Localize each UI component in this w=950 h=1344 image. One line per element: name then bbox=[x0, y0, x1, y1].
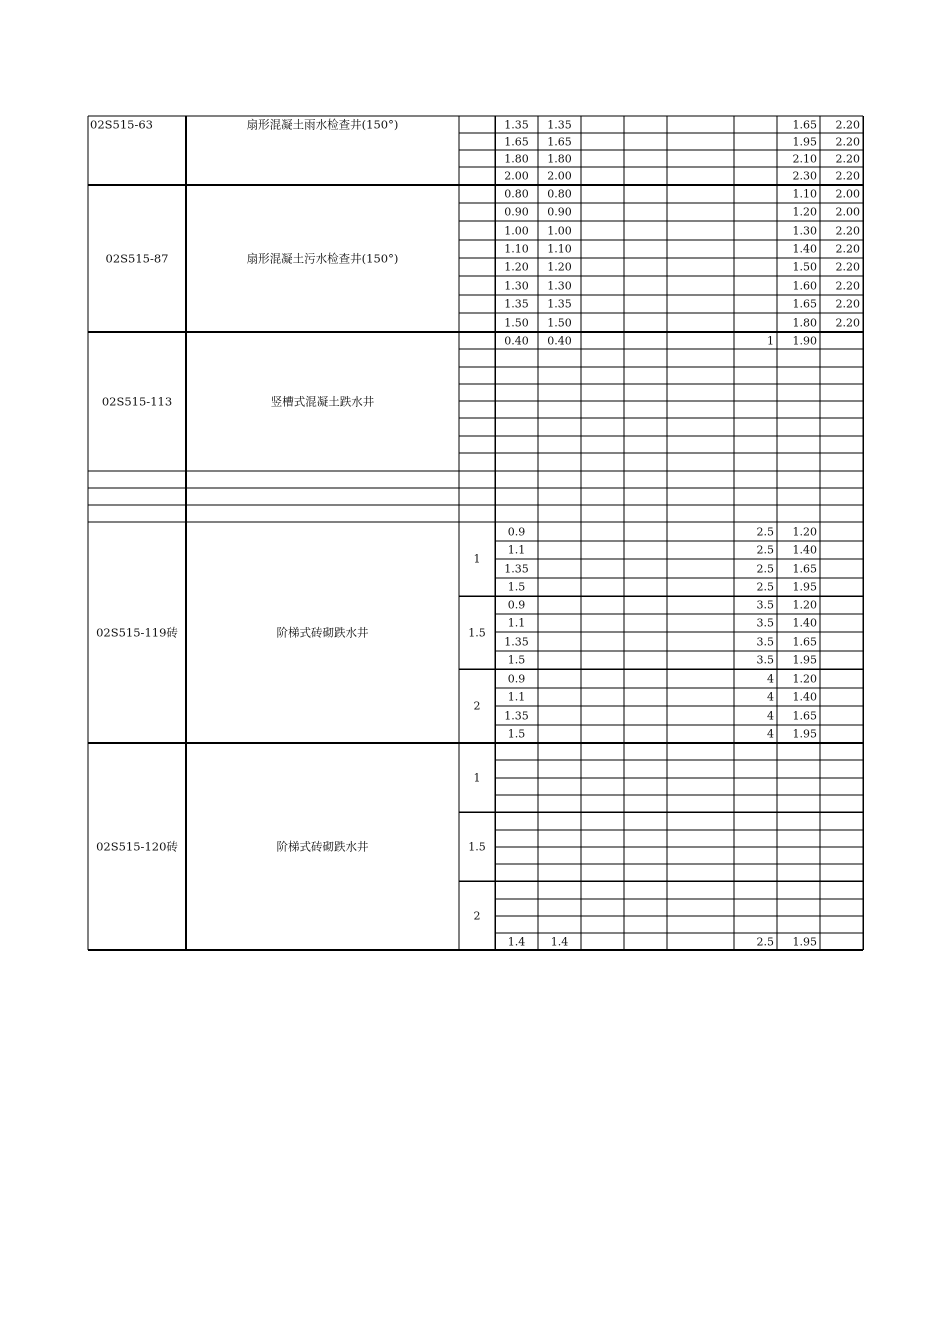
cell-b: 1.65 bbox=[547, 135, 572, 148]
cell-b: 0.80 bbox=[547, 187, 572, 201]
cell-i: 2.10 bbox=[792, 152, 817, 165]
cell-a: 0.9 bbox=[507, 598, 526, 612]
cell-i: 1.80 bbox=[792, 316, 817, 329]
cell-i: 1.65 bbox=[792, 562, 817, 575]
cell-h: 2.5 bbox=[756, 562, 774, 575]
cell-a: 1.35 bbox=[504, 635, 529, 648]
cell-i: 1.10 bbox=[792, 187, 817, 201]
cell-j: 2.20 bbox=[835, 224, 860, 237]
cell-b: 2.00 bbox=[547, 169, 572, 183]
cell-j: 2.20 bbox=[835, 118, 860, 131]
item-name: 竖槽式混凝土跌水井 bbox=[270, 393, 375, 408]
cell-a: 1.35 bbox=[504, 562, 529, 575]
cell-i: 1.95 bbox=[792, 935, 817, 948]
cell-a: 0.40 bbox=[504, 334, 529, 347]
cell-h: 3.5 bbox=[756, 635, 774, 648]
cell-b: 1.4 bbox=[550, 935, 569, 948]
cell-j: 2.20 bbox=[835, 316, 860, 329]
drop-height-label: 1.5 bbox=[468, 840, 486, 853]
cell-i: 1.65 bbox=[792, 297, 817, 311]
drop-height-label: 1.5 bbox=[468, 626, 486, 639]
cell-j: 2.20 bbox=[835, 135, 860, 148]
cell-i: 1.30 bbox=[792, 224, 817, 237]
cell-a: 1.5 bbox=[507, 727, 526, 741]
cell-b: 1.35 bbox=[547, 118, 572, 131]
cell-i: 1.40 bbox=[792, 543, 817, 557]
cell-h: 3.5 bbox=[756, 598, 774, 612]
cell-h: 2.5 bbox=[756, 580, 774, 594]
cell-i: 1.40 bbox=[792, 242, 817, 256]
cell-j: 2.20 bbox=[835, 260, 860, 274]
cell-a: 0.90 bbox=[504, 205, 529, 219]
cell-a: 0.9 bbox=[507, 672, 526, 685]
cell-i: 1.20 bbox=[792, 205, 817, 219]
drop-height-label: 2 bbox=[473, 699, 481, 713]
drop-height-label: 1 bbox=[473, 771, 481, 784]
drawing-code: 02S515-119砖 bbox=[96, 624, 178, 639]
cell-a: 1.5 bbox=[507, 653, 526, 667]
cell-a: 1.35 bbox=[504, 297, 529, 311]
item-name: 阶梯式砖砌跌水井 bbox=[276, 838, 369, 853]
cell-b: 1.80 bbox=[547, 152, 572, 165]
cell-i: 1.20 bbox=[792, 598, 817, 612]
cell-i: 1.50 bbox=[792, 260, 817, 274]
cell-i: 1.65 bbox=[792, 635, 817, 648]
cell-b: 1.00 bbox=[547, 224, 572, 237]
cell-h: 4 bbox=[767, 727, 774, 741]
cell-i: 1.95 bbox=[792, 135, 817, 148]
cell-j: 2.20 bbox=[835, 242, 860, 256]
cell-a: 0.80 bbox=[504, 187, 529, 201]
item-name: 扇形混凝土污水检查井(150°) bbox=[246, 250, 399, 265]
cell-j: 2.20 bbox=[835, 279, 860, 292]
cell-h: 3.5 bbox=[756, 616, 774, 630]
cell-b: 0.40 bbox=[547, 334, 572, 347]
cell-j: 2.20 bbox=[835, 297, 860, 311]
cell-i: 1.95 bbox=[792, 653, 817, 667]
cell-b: 1.30 bbox=[547, 279, 572, 292]
drop-height-label: 1 bbox=[473, 552, 481, 566]
cell-h: 3.5 bbox=[756, 653, 774, 667]
cell-a: 1.35 bbox=[504, 118, 529, 131]
cell-i: 1.40 bbox=[792, 690, 817, 704]
cell-i: 1.40 bbox=[792, 616, 817, 630]
cell-a: 1.80 bbox=[504, 152, 529, 165]
cell-b: 1.10 bbox=[547, 242, 572, 256]
cell-i: 1.20 bbox=[792, 672, 817, 685]
cell-j: 2.20 bbox=[835, 169, 860, 183]
cell-i: 1.65 bbox=[792, 118, 817, 131]
drawing-code: 02S515-113 bbox=[101, 393, 173, 408]
cell-a: 1.4 bbox=[507, 935, 526, 948]
cell-i: 1.95 bbox=[792, 727, 817, 741]
cell-h: 2.5 bbox=[756, 525, 774, 538]
cell-h: 4 bbox=[767, 690, 774, 704]
cell-i: 2.30 bbox=[792, 169, 817, 183]
drop-height-label: 2 bbox=[473, 909, 481, 922]
cell-i: 1.20 bbox=[792, 525, 817, 538]
cell-a: 1.50 bbox=[504, 316, 529, 329]
drawing-code: 02S515-63 bbox=[90, 117, 153, 132]
cell-a: 1.1 bbox=[507, 690, 526, 704]
cell-i: 1.60 bbox=[792, 279, 817, 292]
drawing-code: 02S515-87 bbox=[105, 250, 169, 265]
cell-b: 1.20 bbox=[547, 260, 572, 274]
cell-j: 2.00 bbox=[835, 187, 860, 201]
cell-h: 2.5 bbox=[756, 935, 774, 948]
cell-a: 1.65 bbox=[504, 135, 529, 148]
cell-a: 1.10 bbox=[504, 242, 529, 256]
cell-b: 0.90 bbox=[547, 205, 572, 219]
cell-a: 2.00 bbox=[504, 169, 529, 183]
cell-b: 1.50 bbox=[547, 316, 572, 329]
cell-a: 1.35 bbox=[504, 709, 529, 722]
cell-a: 1.00 bbox=[504, 224, 529, 237]
cell-h: 4 bbox=[767, 709, 774, 722]
cell-b: 1.35 bbox=[547, 297, 572, 311]
cell-h: 2.5 bbox=[756, 543, 774, 557]
cell-j: 2.00 bbox=[835, 205, 860, 219]
cell-i: 1.90 bbox=[792, 334, 817, 347]
cell-a: 1.1 bbox=[507, 616, 526, 630]
cell-a: 0.9 bbox=[507, 525, 526, 538]
drawing-code: 02S515-120砖 bbox=[96, 838, 178, 853]
cell-a: 1.1 bbox=[507, 543, 526, 557]
cell-a: 1.20 bbox=[504, 260, 529, 274]
cell-j: 2.20 bbox=[835, 152, 860, 165]
cell-i: 1.65 bbox=[792, 709, 817, 722]
item-name: 阶梯式砖砌跌水井 bbox=[276, 624, 369, 639]
cell-i: 1.95 bbox=[792, 580, 817, 594]
cell-h: 1 bbox=[767, 334, 774, 347]
cell-h: 4 bbox=[767, 672, 774, 685]
cell-a: 1.5 bbox=[507, 580, 526, 594]
item-name: 扇形混凝土雨水检查井(150°) bbox=[246, 117, 399, 132]
cell-a: 1.30 bbox=[504, 279, 529, 292]
